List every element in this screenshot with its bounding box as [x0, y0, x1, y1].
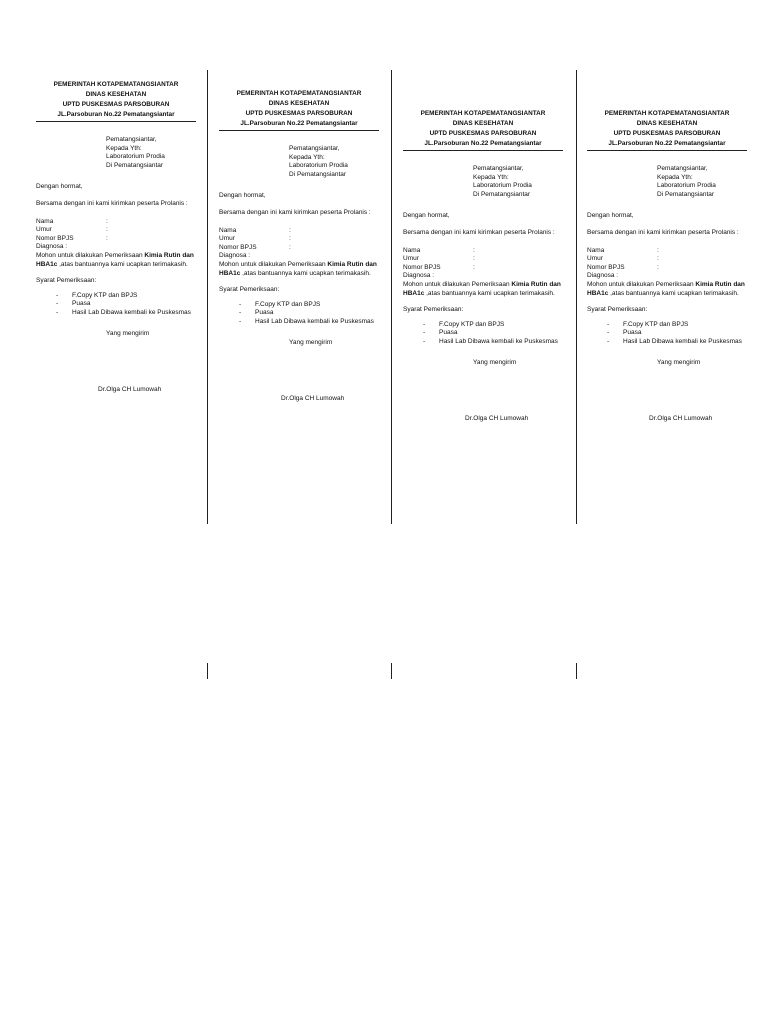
to-label: Kepada Yth:: [289, 153, 325, 161]
to-label: Kepada Yth:: [106, 144, 142, 152]
field-bpjs: Nomor BPJS :: [403, 263, 475, 271]
intro-text: Bersama dengan ini kami kirimkan peserta Prolanis :: [219, 208, 371, 216]
field-nama: Nama :: [219, 226, 291, 234]
referral-letter: [36, 80, 196, 395]
lab-place: Di Pematangsiantar: [289, 170, 347, 178]
letterhead: [403, 109, 563, 151]
letterhead: [587, 109, 747, 151]
greeting: Dengan hormat,: [36, 183, 83, 191]
request-text: Mohon untuk dilakukan Pemeriksaan Kimia Rutin dan HBA1c ,atas bantuannya kami ucapkan terimakasih.: [587, 280, 745, 297]
request-text: Mohon untuk dilakukan Pemeriksaan Kimia Rutin dan HBA1c ,atas bantuannya kami ucapkan terimakasih.: [219, 260, 377, 277]
to-label: Kepada Yth:: [657, 173, 693, 181]
lab-place: Di Pematangsiantar: [473, 190, 531, 198]
sender-label: Yang mengirim: [657, 358, 701, 366]
intro-text: Bersama dengan ini kami kirimkan peserta Prolanis :: [403, 228, 555, 236]
requirements-list: [587, 321, 747, 347]
request-text: Mohon untuk dilakukan Pemeriksaan Kimia Rutin dan HBA1c ,atas bantuannya kami ucapkan terimakasih.: [403, 280, 561, 297]
cut-mark: [207, 663, 208, 679]
signer-name: Dr.Olga CH Lumowah: [465, 415, 529, 423]
list-item: - Puasa: [423, 329, 563, 338]
field-nama: Nama :: [36, 217, 108, 225]
cut-mark: [391, 663, 392, 679]
address: JL.Parsoburan No.22 Pematangsiantar: [219, 119, 379, 131]
lab-name: Laboratorium Prodia: [473, 182, 532, 190]
referral-letter: [403, 109, 563, 424]
intro-text: Bersama dengan ini kami kirimkan peserta Prolanis :: [36, 199, 188, 207]
lab-place: Di Pematangsiantar: [106, 161, 164, 169]
recipient-block: [657, 165, 747, 199]
field-diagnosa: Diagnosa :: [403, 272, 435, 280]
city-date: Pematangsiantar,: [473, 165, 524, 172]
greeting: Dengan hormat,: [403, 212, 450, 220]
sender-label: Yang mengirim: [106, 329, 150, 337]
field-diagnosa: Diagnosa :: [219, 252, 251, 260]
gov-name: PEMERINTAH KOTAPEMATANGSIANTAR: [604, 110, 730, 117]
gov-name: PEMERINTAH KOTAPEMATANGSIANTAR: [53, 81, 179, 88]
signer-name: Dr.Olga CH Lumowah: [649, 415, 713, 423]
requirements-title: Syarat Pemeriksaan:: [36, 277, 97, 285]
city-date: Pematangsiantar,: [657, 165, 708, 172]
address: JL.Parsoburan No.22 Pematangsiantar: [36, 110, 196, 122]
field-diagnosa: Diagnosa :: [36, 243, 68, 251]
field-nama: Nama :: [403, 246, 475, 254]
list-item: - F.Copy KTP dan BPJS: [423, 321, 563, 330]
field-bpjs: Nomor BPJS :: [587, 263, 659, 271]
list-item: - Hasil Lab Dibawa kembali ke Puskesmas: [239, 318, 379, 327]
referral-letter: [587, 109, 747, 424]
column-divider: [576, 70, 577, 524]
letterhead: [36, 80, 196, 122]
signer-name: Dr.Olga CH Lumowah: [98, 386, 162, 394]
lab-name: Laboratorium Prodia: [657, 182, 716, 190]
unit-name: UPTD PUSKESMAS PARSOBURAN: [613, 130, 721, 137]
lab-name: Laboratorium Prodia: [106, 153, 165, 161]
field-diagnosa: Diagnosa :: [587, 272, 619, 280]
requirements-title: Syarat Pemeriksaan:: [587, 306, 648, 314]
to-label: Kepada Yth:: [473, 173, 509, 181]
referral-letter: [219, 89, 379, 404]
list-item: - F.Copy KTP dan BPJS: [56, 292, 196, 301]
lab-name: Laboratorium Prodia: [289, 162, 348, 170]
unit-name: UPTD PUSKESMAS PARSOBURAN: [429, 130, 537, 137]
requirements-list: [403, 321, 563, 347]
city-date: Pematangsiantar,: [289, 145, 340, 152]
field-bpjs: Nomor BPJS :: [36, 234, 108, 242]
sender-label: Yang mengirim: [473, 358, 517, 366]
request-text: Mohon untuk dilakukan Pemeriksaan Kimia Rutin dan HBA1c ,atas bantuannya kami ucapkan terimakasih.: [36, 251, 194, 268]
dept-name: DINAS KESEHATAN: [85, 91, 147, 98]
signer-name: Dr.Olga CH Lumowah: [281, 395, 345, 403]
recipient-block: [289, 145, 379, 179]
list-item: - F.Copy KTP dan BPJS: [239, 301, 379, 310]
list-item: - F.Copy KTP dan BPJS: [607, 321, 747, 330]
list-item: - Puasa: [56, 300, 196, 309]
field-umur: Umur :: [587, 255, 659, 263]
list-item: - Hasil Lab Dibawa kembali ke Puskesmas: [423, 338, 563, 347]
requirements-list: [219, 301, 379, 327]
column-divider: [207, 70, 208, 524]
requirements-list: [36, 292, 196, 318]
cut-mark: [576, 663, 577, 679]
unit-name: UPTD PUSKESMAS PARSOBURAN: [62, 101, 170, 108]
column-divider: [391, 70, 392, 524]
requirements-title: Syarat Pemeriksaan:: [403, 306, 464, 314]
lab-place: Di Pematangsiantar: [657, 190, 715, 198]
list-item: - Hasil Lab Dibawa kembali ke Puskesmas: [607, 338, 747, 347]
requirements-title: Syarat Pemeriksaan:: [219, 286, 280, 294]
field-umur: Umur :: [219, 235, 291, 243]
unit-name: UPTD PUSKESMAS PARSOBURAN: [245, 110, 353, 117]
greeting: Dengan hormat,: [587, 212, 634, 220]
field-nama: Nama :: [587, 246, 659, 254]
letterhead: [219, 89, 379, 131]
dept-name: DINAS KESEHATAN: [268, 100, 330, 107]
recipient-block: [473, 165, 563, 199]
sender-label: Yang mengirim: [289, 338, 333, 346]
intro-text: Bersama dengan ini kami kirimkan peserta Prolanis :: [587, 228, 739, 236]
dept-name: DINAS KESEHATAN: [452, 120, 514, 127]
field-umur: Umur :: [403, 255, 475, 263]
city-date: Pematangsiantar,: [106, 136, 157, 143]
greeting: Dengan hormat,: [219, 192, 266, 200]
recipient-block: [106, 136, 196, 170]
address: JL.Parsoburan No.22 Pematangsiantar: [587, 139, 747, 151]
list-item: - Puasa: [607, 329, 747, 338]
field-umur: Umur :: [36, 226, 108, 234]
list-item: - Hasil Lab Dibawa kembali ke Puskesmas: [56, 309, 196, 318]
dept-name: DINAS KESEHATAN: [636, 120, 698, 127]
address: JL.Parsoburan No.22 Pematangsiantar: [403, 139, 563, 151]
gov-name: PEMERINTAH KOTAPEMATANGSIANTAR: [420, 110, 546, 117]
gov-name: PEMERINTAH KOTAPEMATANGSIANTAR: [236, 90, 362, 97]
field-bpjs: Nomor BPJS :: [219, 243, 291, 251]
list-item: - Puasa: [239, 309, 379, 318]
